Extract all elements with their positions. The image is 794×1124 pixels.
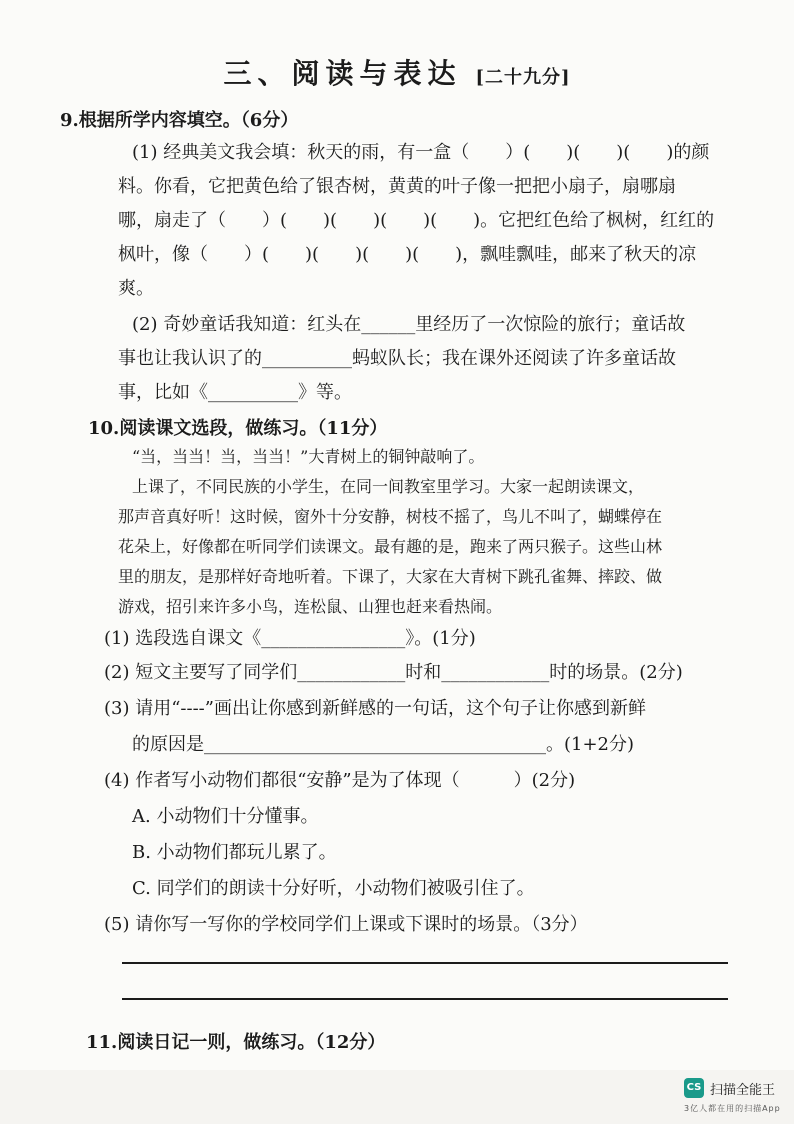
q9-p1-line3: 哪，扇走了（ ）( )( )( )( )。它把红色给了枫树，红红的 bbox=[118, 210, 715, 231]
q10-sub2: (2) 短文主要写了同学们____________时和____________时的场景。(2分) bbox=[104, 662, 683, 683]
q9-p2-line3: 事，比如《__________》等。 bbox=[118, 382, 352, 403]
q10-sub3-line1: (3) 请用“----”画出让你感到新鲜感的一句话，这个句子让你感到新鲜 bbox=[104, 698, 646, 719]
q10-passage-line2: 上课了，不同民族的小学生，在同一间教室里学习。大家一起朗读课文， bbox=[132, 477, 645, 496]
camscanner-app-name: 扫描全能王 bbox=[710, 1083, 776, 1098]
section-title bbox=[0, 52, 794, 92]
camscanner-tagline: 3亿人都在用的扫描App bbox=[684, 1104, 781, 1113]
section-score: [二十九分] bbox=[475, 67, 571, 88]
q9-p1-line5: 爽。 bbox=[118, 278, 154, 299]
section-title-text: 三、阅读与表达 bbox=[223, 57, 462, 90]
q9-p1-line2: 料。你看，它把黄色给了银杏树，黄黄的叶子像一把把小扇子，扇哪扇 bbox=[118, 176, 676, 197]
q10-sub5: (5) 请你写一写你的学校同学们上课或下课时的场景。（3分） bbox=[104, 914, 588, 935]
q10-sub1: (1) 选段选自课文《________________》。(1分) bbox=[104, 628, 476, 649]
camscanner-logo: CS bbox=[684, 1078, 704, 1098]
q10-sub4: (4) 作者写小动物们都很“安静”是为了体现（ ）(2分) bbox=[104, 770, 576, 791]
q10-option-a: A. 小动物们十分懂事。 bbox=[132, 806, 319, 827]
q10-heading: 10.阅读课文选段，做练习。（11分） bbox=[88, 418, 388, 439]
q10-passage-line5: 里的朋友，是那样好奇地听着。下课了，大家在大青树下跳孔雀舞、摔跤、做 bbox=[118, 567, 663, 586]
q10-passage-line4: 花朵上，好像都在听同学们读课文。最有趣的是，跑来了两只猴子。这些山林 bbox=[118, 537, 663, 556]
q9-p1-line4: 枫叶，像（ ）( )( )( )( )，飘哇飘哇，邮来了秋天的凉 bbox=[118, 244, 697, 265]
q10-sub3-line2: 的原因是______________________________________。(1+2分) bbox=[132, 734, 635, 755]
q10-option-b: B. 小动物们都玩儿累了。 bbox=[132, 842, 337, 863]
answer-line-2 bbox=[122, 998, 728, 1000]
q11-heading: 11.阅读日记一则，做练习。（12分） bbox=[86, 1032, 386, 1053]
q10-option-c: C. 同学们的朗读十分好听，小动物们被吸引住了。 bbox=[132, 878, 535, 899]
q10-passage-line6: 游戏，招引来许多小鸟，连松鼠、山狸也赶来看热闹。 bbox=[118, 597, 503, 616]
q10-passage-line3: 那声音真好听！这时候，窗外十分安静，树枝不摇了，鸟儿不叫了，蝴蝶停在 bbox=[118, 507, 663, 526]
answer-line-1 bbox=[122, 962, 728, 964]
q9-heading: 9.根据所学内容填空。（6分） bbox=[60, 110, 299, 131]
q9-p2-line2: 事也让我认识了的__________蚂蚁队长；我在课外还阅读了许多童话故 bbox=[118, 348, 676, 369]
q9-p1-line1: (1) 经典美文我会填：秋天的雨，有一盒（ ）( )( )( )的颜 bbox=[132, 142, 710, 163]
q10-passage-line1: “当，当当！当，当当！”大青树上的铜钟敲响了。 bbox=[132, 447, 485, 466]
q9-p2-line1: (2) 奇妙童话我知道：红头在______里经历了一次惊险的旅行；童话故 bbox=[132, 314, 686, 335]
